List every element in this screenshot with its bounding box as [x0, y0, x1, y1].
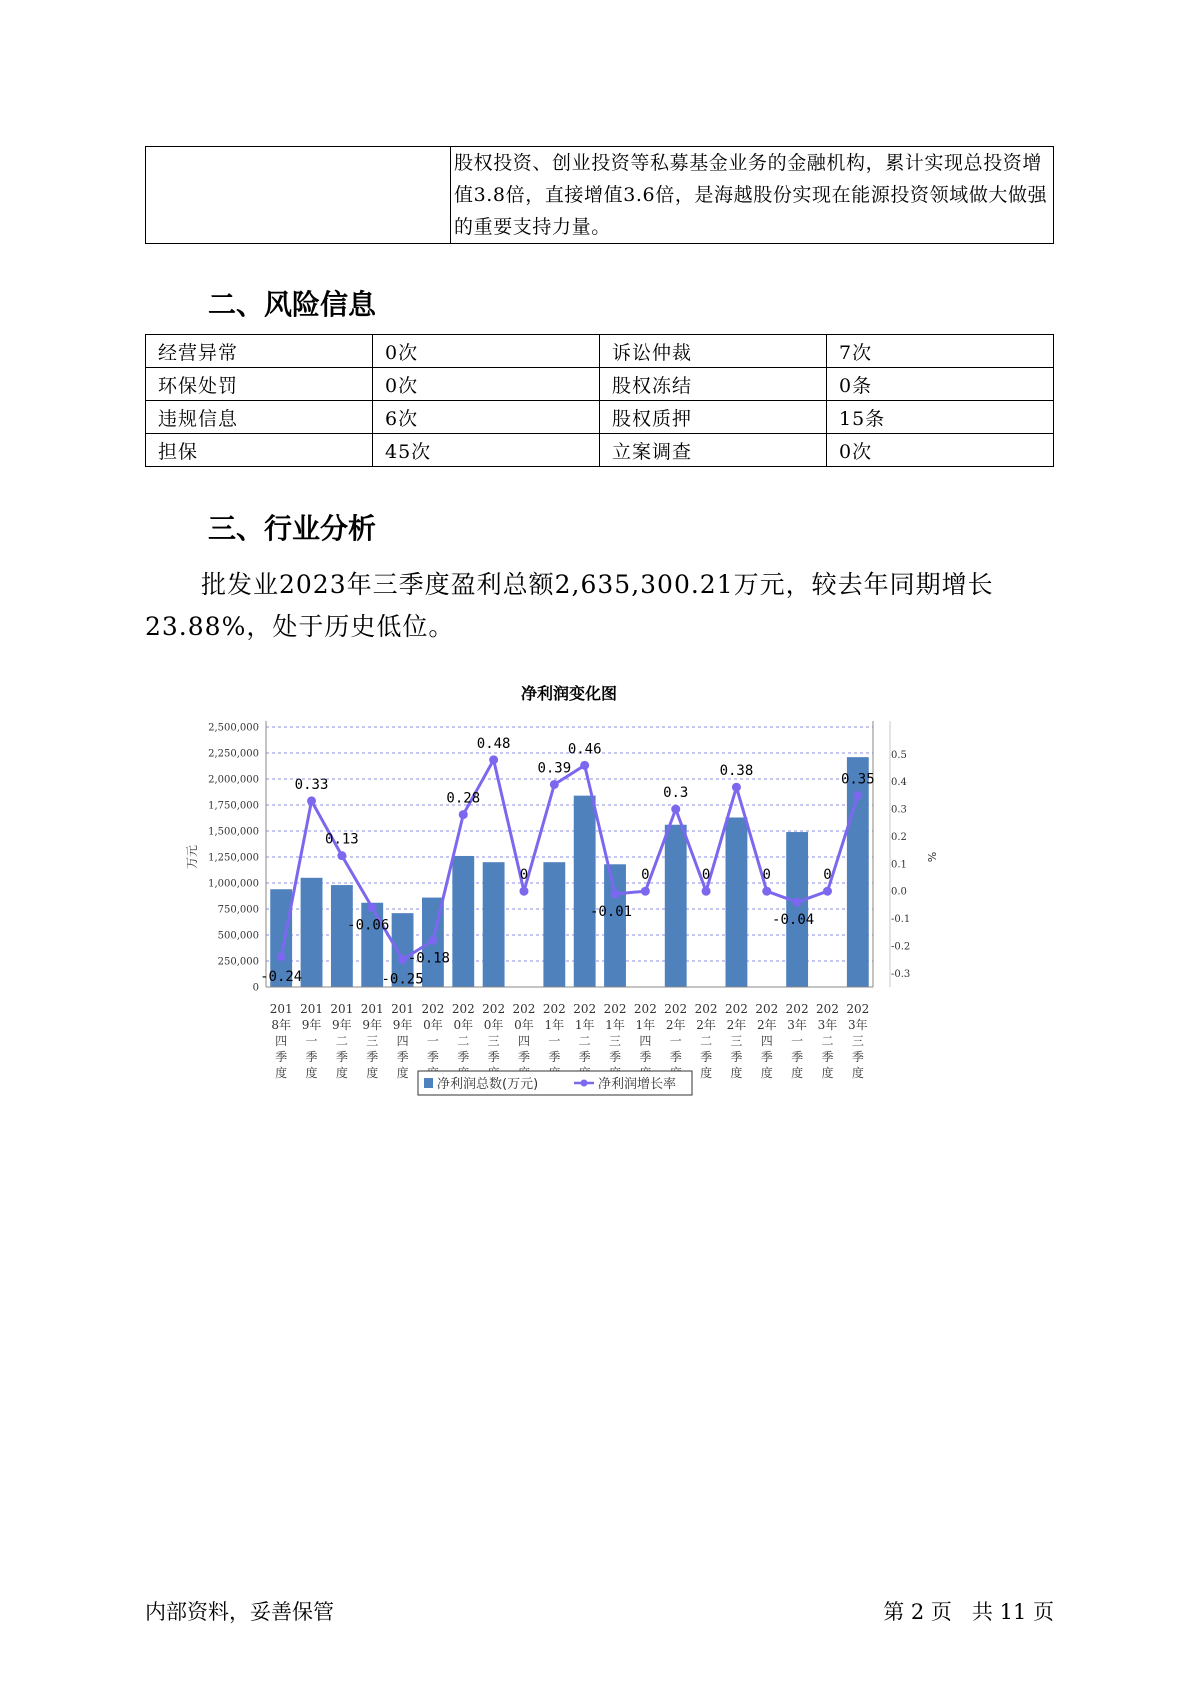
data-label: -0.24	[260, 968, 303, 985]
x-tick-label: 202 0年一季	[421, 1002, 445, 1064]
section-heading-risk: 二、风险信息	[208, 288, 377, 321]
growth-point	[398, 955, 407, 964]
bar	[725, 817, 747, 987]
risk-value: 6次	[373, 401, 600, 434]
bar	[331, 885, 353, 987]
table-row	[146, 335, 1054, 368]
data-label: 0.3	[663, 785, 689, 802]
growth-point	[671, 805, 680, 814]
data-label: -0.04	[772, 912, 815, 929]
bar	[483, 862, 505, 987]
x-tick-label: 202 2年一季	[664, 1002, 688, 1064]
y2-tick-label: 0.0	[891, 886, 907, 898]
y-axis-label: 万元	[185, 844, 199, 870]
risk-label: 环保处罚	[146, 368, 373, 401]
data-label: 0	[519, 867, 529, 884]
y2-tick-label: -0.1	[891, 914, 911, 926]
legend-line-label: 净利润增长率	[598, 1077, 677, 1092]
x-tick-label: 202 2年三季度	[724, 1002, 748, 1080]
y2-tick-label: -0.3	[891, 968, 911, 980]
x-tick-label: 201 9年二季度	[330, 1002, 354, 1080]
data-label: 0	[762, 867, 771, 884]
x-tick-label: 202 1年三季	[603, 1002, 627, 1064]
risk-label: 经营异常	[146, 335, 373, 368]
risk-label: 立案调查	[600, 434, 827, 467]
x-tick-label: 201 9年四季度	[391, 1002, 415, 1080]
legend-line-marker	[581, 1080, 588, 1087]
data-label: 0	[701, 867, 711, 884]
risk-label: 违规信息	[146, 401, 373, 434]
legend-bar-label: 净利润总数(万元)	[437, 1077, 539, 1092]
data-label: 0.46	[567, 741, 602, 758]
y2-tick-label: 0.1	[891, 859, 907, 871]
footer-left: 内部资料，妥善保管	[145, 1600, 334, 1624]
risk-value: 0次	[373, 335, 600, 368]
x-tick-label: 202 2年四季度	[755, 1002, 779, 1080]
growth-point	[428, 936, 437, 945]
table-row	[146, 401, 1054, 434]
legend-bar-swatch	[424, 1078, 433, 1088]
data-label: 0	[823, 867, 832, 884]
y-tick-label: 2,250,000	[208, 748, 259, 760]
risk-label: 股权质押	[600, 401, 827, 434]
bar	[452, 856, 474, 987]
data-label: 0.38	[719, 763, 754, 780]
growth-point	[580, 761, 589, 770]
risk-label: 股权冻结	[600, 368, 827, 401]
growth-point	[277, 952, 286, 961]
risk-value: 15条	[827, 401, 1054, 434]
data-label: -0.18	[407, 950, 451, 967]
risk-value: 7次	[827, 335, 1054, 368]
x-tick-label: 202 0年三季	[482, 1002, 506, 1064]
risk-value: 0次	[373, 368, 600, 401]
data-label: -0.01	[589, 903, 633, 920]
y-tick-label: 500,000	[217, 930, 259, 942]
industry-paragraph-text: 批发业2023年三季度盈利总额2,635,300.21万元，较去年同期增长23.88%，处于历史低位。	[145, 570, 994, 641]
y-tick-label: 750,000	[217, 904, 259, 916]
x-tick-label: 202 3年三季度	[846, 1002, 870, 1080]
growth-point	[489, 755, 498, 764]
risk-label: 担保	[146, 434, 373, 467]
chart-title: 净利润变化图	[520, 684, 618, 703]
y2-tick-label: 0.3	[891, 804, 907, 816]
table-row	[146, 434, 1054, 467]
net-profit-chart	[183, 675, 1013, 1135]
x-tick-label: 202 1年一季	[542, 1002, 566, 1064]
bar	[786, 832, 808, 987]
risk-table	[145, 334, 1054, 467]
industry-paragraph	[145, 564, 1045, 648]
y2-tick-label: 0.5	[891, 749, 907, 761]
y-tick-label: 0	[252, 982, 259, 994]
y2-tick-label: -0.2	[891, 941, 911, 953]
y-tick-label: 1,500,000	[208, 826, 259, 838]
risk-value: 0次	[827, 434, 1054, 467]
growth-point	[307, 796, 316, 805]
growth-point	[368, 903, 377, 912]
x-tick-label: 202 2年二季度	[694, 1002, 718, 1080]
risk-label: 诉讼仲裁	[600, 335, 827, 368]
y2-tick-label: 0.4	[891, 777, 907, 789]
data-label: 0.28	[446, 790, 481, 807]
x-tick-label: 201 9年三季度	[360, 1002, 384, 1080]
growth-point	[337, 851, 346, 860]
data-label: -0.25	[381, 971, 424, 988]
y2-axis-label: %	[925, 851, 938, 863]
growth-point	[702, 887, 711, 896]
growth-point	[853, 791, 862, 800]
chart-svg	[183, 675, 1013, 1135]
bar	[665, 825, 687, 987]
x-tick-label: 202 1年四季	[633, 1002, 657, 1064]
growth-point	[459, 810, 468, 819]
growth-point	[732, 783, 741, 792]
data-label: 0.48	[476, 735, 511, 752]
bar	[543, 862, 565, 987]
y-tick-label: 250,000	[217, 956, 259, 968]
y-tick-label: 2,500,000	[208, 722, 259, 734]
y-tick-label: 1,000,000	[208, 878, 259, 890]
bar	[361, 903, 383, 987]
bar	[301, 878, 323, 987]
top-table-left-cell	[146, 147, 451, 244]
y-tick-label: 1,750,000	[208, 800, 259, 812]
data-label: 0.33	[294, 776, 329, 793]
x-tick-label: 202 3年一季度	[785, 1002, 809, 1080]
growth-point	[550, 780, 559, 789]
x-tick-label: 202 0年二季	[451, 1002, 475, 1064]
risk-value: 0条	[827, 368, 1054, 401]
growth-point	[611, 889, 620, 898]
bar	[604, 864, 626, 987]
growth-point	[793, 898, 802, 907]
top-table-text: 股权投资、创业投资等私募基金业务的金融机构，累计实现总投资增值3.8倍，直接增值3.6倍，是海越股份实现在能源投资领域做大做强的重要支持力量。	[454, 152, 1048, 238]
x-tick-label: 202 1年二季	[573, 1002, 597, 1064]
footer-page-number: 第 2 页 共 11 页	[883, 1600, 1054, 1624]
growth-point	[641, 887, 650, 896]
y-tick-label: 1,250,000	[208, 852, 259, 864]
section-heading-industry: 三、行业分析	[208, 512, 377, 545]
growth-point	[762, 887, 771, 896]
bar	[574, 796, 596, 987]
x-tick-label: 202 3年二季度	[816, 1002, 839, 1080]
risk-value: 45次	[373, 434, 600, 467]
top-table	[145, 146, 1054, 244]
table-row	[146, 368, 1054, 401]
x-tick-label: 201 9年一季度	[300, 1002, 323, 1080]
growth-point	[823, 887, 832, 896]
x-tick-label: 201 8年四季度	[269, 1002, 293, 1080]
data-label: 0.13	[325, 831, 359, 848]
top-table-right-cell	[451, 147, 1054, 244]
data-label: -0.06	[347, 917, 390, 934]
growth-point	[519, 887, 528, 896]
y2-tick-label: 0.2	[891, 831, 907, 843]
x-tick-label: 202 0年四季	[512, 1002, 536, 1064]
data-label: 0.35	[840, 771, 875, 788]
y-tick-label: 2,000,000	[208, 774, 259, 786]
data-label: 0.39	[537, 760, 572, 777]
data-label: 0	[641, 867, 650, 884]
